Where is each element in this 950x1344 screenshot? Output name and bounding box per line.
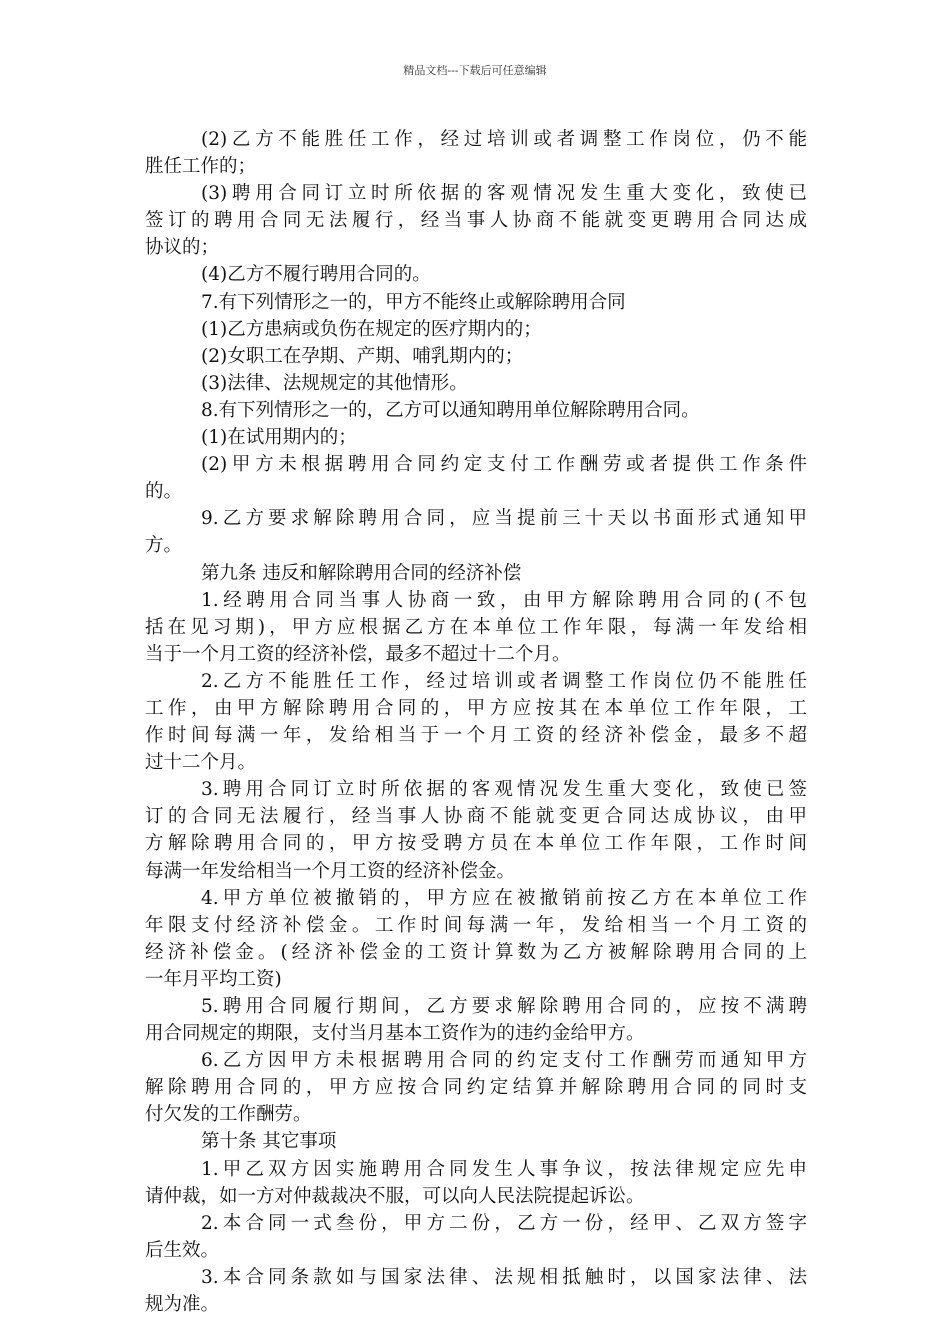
text-line: 方解除聘用合同的，甲方按受聘方员在本单位工作年限，工作时间 [145, 833, 807, 855]
text-line: 作时间每满一年，发给相当于一个月工资的经济补偿金，最多不超 [145, 725, 807, 747]
text-line: 过十二个月。 [145, 752, 257, 774]
text-line: 胜任工作的； [145, 156, 257, 178]
text-line: 7.有下列情形之一的，甲方不能终止或解除聘用合同 [201, 291, 626, 313]
text-line: 经济补偿金。(经济补偿金的工资计算数为乙方被解除聘用合同的上 [145, 941, 807, 963]
text-line: (1)在试用期内的； [201, 427, 357, 449]
text-line: 第十条 其它事项 [201, 1131, 337, 1153]
text-line: (2)乙方不能胜任工作，经过培训或者调整工作岗位，仍不能 [201, 129, 807, 150]
text-line: (2)甲方未根据聘用合同约定支付工作酬劳或者提供工作条件 [201, 454, 807, 476]
text-line: 工作，由甲方解除聘用合同的，甲方应按其在本单位工作年限，工 [145, 697, 807, 719]
text-line: (1)乙方患病或负伤在规定的医疗期内的； [201, 318, 542, 340]
text-line: 订的合同无法履行，经当事人协商不能就变更合同达成协议，由甲 [145, 806, 807, 828]
text-line: (2)女职工在孕期、产期、哺乳期内的； [201, 345, 524, 367]
text-line: 6.乙方因甲方未根据聘用合同的约定支付工作酬劳而通知甲方 [201, 1050, 807, 1072]
text-line: 每满一年发给相当一个月工资的经济补偿金。 [145, 860, 516, 882]
text-line: 8.有下列情形之一的，乙方可以通知聘用单位解除聘用合同。 [201, 399, 700, 421]
text-line: 协议的； [145, 237, 220, 259]
text-line: 规为准。 [145, 1294, 220, 1316]
text-line: 付欠发的工作酬劳。 [145, 1104, 312, 1126]
text-line: (4)乙方不履行聘用合同的。 [201, 264, 431, 286]
text-line: 1.甲乙双方因实施聘用合同发生人事争议，按法律规定应先申 [201, 1158, 807, 1180]
text-line: 请仲裁，如一方对仲裁裁决不服，可以向人民法院提起诉讼。 [145, 1185, 645, 1207]
text-line: 后生效。 [145, 1239, 220, 1261]
text-line: 的。 [145, 481, 183, 503]
text-line: 年限支付经济补偿金。工作时间每满一年，发给相当一个月工资的 [145, 914, 807, 936]
text-line: 当于一个月工资的经济补偿，最多不超过十二个月。 [145, 643, 571, 665]
document-body [145, 126, 807, 1318]
text-line: 2.乙方不能胜任工作，经过培训或者调整工作岗位仍不能胜任 [201, 670, 807, 692]
text-line: 用合同规定的期限，支付当月基本工资作为的违约金给甲方。 [145, 1023, 645, 1045]
text-line: 4.甲方单位被撤销的，甲方应在被撤销前按乙方在本单位工作 [201, 887, 807, 909]
text-line: 3.聘用合同订立时所依据的客观情况发生重大变化，致使已签 [201, 779, 807, 801]
text-line: 签订的聘用合同无法履行，经当事人协商不能就变更聘用合同达成 [145, 210, 807, 232]
text-line: 3.本合同条款如与国家法律、法规相抵触时，以国家法律、法 [201, 1266, 807, 1288]
text-line: 1.经聘用合同当事人协商一致，由甲方解除聘用合同的(不包 [201, 589, 807, 611]
page-header: 精品文档---下载后可任意编辑 [403, 64, 547, 77]
text-line: 5.聘用合同履行期间，乙方要求解除聘用合同的，应按不满聘 [201, 996, 807, 1017]
text-line: 解除聘用合同的，甲方应按合同约定结算并解除聘用合同的同时支 [145, 1077, 807, 1099]
text-line: (3)法律、法规规定的其他情形。 [201, 372, 468, 394]
text-line: 第九条 违反和解除聘用合同的经济补偿 [201, 562, 522, 584]
text-line: 一年月平均工资) [145, 968, 282, 990]
text-line: 括在见习期)，甲方应根据乙方在本单位工作年限，每满一年发给相 [145, 616, 807, 638]
text-line: 方。 [145, 535, 183, 557]
text-line: (3)聘用合同订立时所依据的客观情况发生重大变化，致使已 [201, 183, 807, 205]
text-line: 9.乙方要求解除聘用合同，应当提前三十天以书面形式通知甲 [201, 508, 807, 530]
text-line: 2.本合同一式叁份，甲方二份，乙方一份，经甲、乙双方签字 [201, 1212, 807, 1234]
